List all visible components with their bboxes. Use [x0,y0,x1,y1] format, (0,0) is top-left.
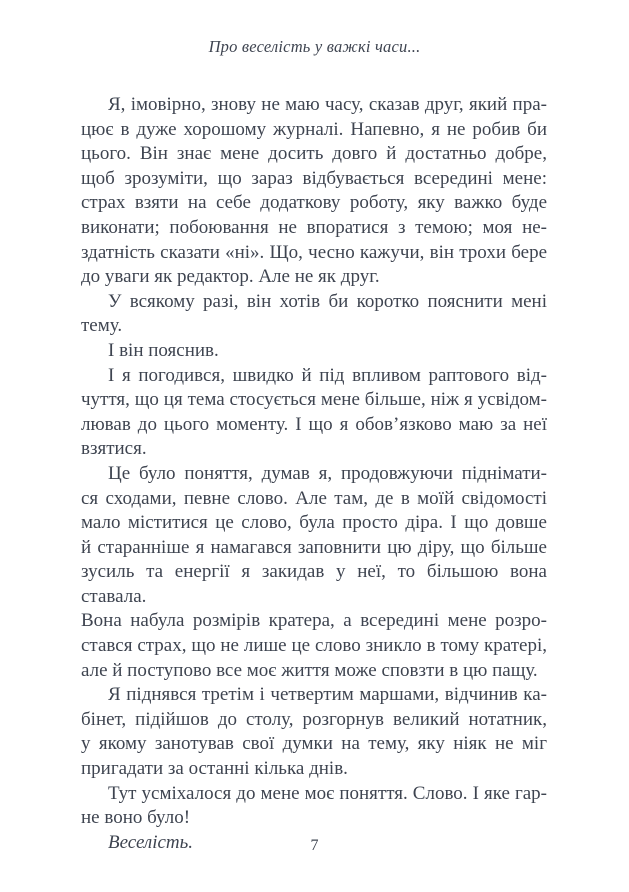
text-line: У всякому разі, він хотів би коротко пояснити мені тему. [81,290,547,337]
text-line: Вона набула розмірів кратера, а всередині мене розро- [81,610,547,632]
text-line: Веселість. [108,831,194,853]
text-line: чуття, що ця тема стосується мене більше, ніж я усвідом- [81,389,547,411]
text-line: бінет, підійшов до столу, розгорнув великий нотатник, [81,708,547,730]
paragraph [81,782,547,831]
text-line: мало міститися це слово, була просто діра. І що довше [81,512,547,534]
text-line: Це було поняття, думав я, продовжуючи піднімати- [108,462,547,484]
text-line: Я, імовірно, знову не маю часу, сказав друг, який пра- [108,94,547,115]
text-line: у якому занотував свої думки на тему, яку ніяк не міг [81,733,547,755]
text-line: Я піднявся третім і четвертим маршами, відчинив ка- [108,684,547,706]
text-line: не воно було! [81,807,191,829]
page-number: 7 [310,837,319,854]
text-line: стався страх, що не лише це слово зникло в тому кратері, [81,635,547,657]
text-line: страх взяти на себе додаткову роботу, яку важко буде [81,192,547,214]
text-line: але й поступово все моє життя може сповзти в цю пащу. [81,659,538,681]
text-line: цює в дуже хорошому журналі. Напевно, я не робив би [81,118,547,140]
text-line: зусиль та енергії я закидав у неї, то більшою вона ставала. [81,561,547,607]
text-line: виконати; побоювання не впоратися з темою; моя не- [81,216,547,238]
text-line: щоб зрозуміти, що зараз відбувається всередині мене: [81,167,547,189]
paragraph [81,683,547,781]
text-line: І він пояснив. [108,339,219,361]
text-line: Тут усміхалося до мене моє поняття. Слово. І яке гар- [108,782,547,804]
text-line: й старанніше я намагався заповнити цю діру, що більше [81,536,547,558]
paragraph [81,339,547,364]
text-line: до уваги як редактор. Але не як друг. [81,266,380,288]
text-line: ся сходами, певне слово. Але там, де в моїй свідомості [81,487,547,509]
text-line: пригадати за останні кілька днів. [81,758,348,780]
paragraph [81,290,547,339]
paragraph [81,93,547,290]
text-line: здатність сказати «ні». Що, чесно кажучи, він трохи бере [81,241,547,263]
paragraph [81,364,547,462]
running-header: Про веселість у важкі часи... [208,37,421,56]
page-body [81,93,547,855]
text-line: І я погодився, швидко й під впливом раптового від- [108,364,547,386]
text-line: лював до цього моменту. І що я обов’язково маю за неї [81,413,547,435]
text-line: взятися. [81,438,147,460]
paragraph [81,462,547,683]
text-line: цього. Він знає мене досить довго й достатньо добре, [81,143,547,165]
